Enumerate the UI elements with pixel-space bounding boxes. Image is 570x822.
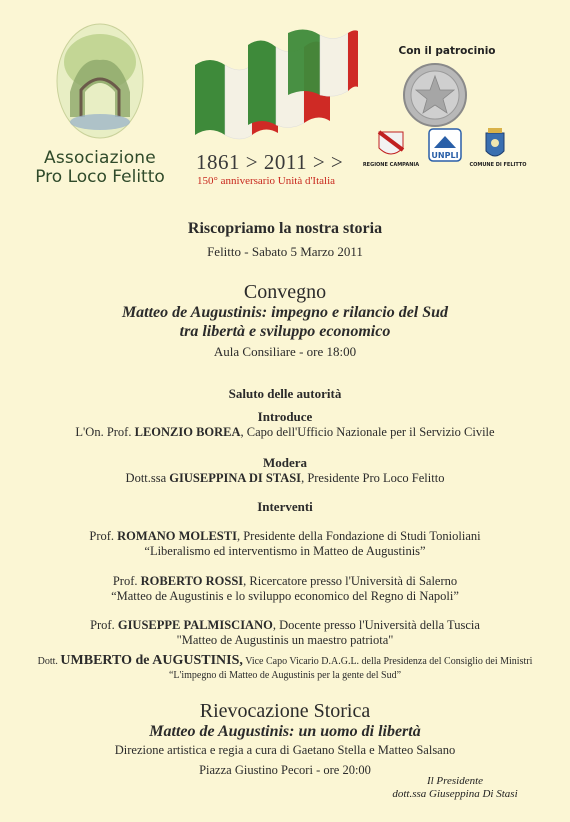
association-name-line2: Pro Loco Felitto — [35, 167, 165, 187]
moderate-name: GIUSEPPINA DI STASI — [169, 471, 302, 485]
speaker-prefix: Prof. — [90, 618, 115, 632]
rievocazione-title: Matteo de Augustinis: un uomo di libertà — [149, 723, 421, 740]
speaker-role: , Presidente della Fondazione di Studi Tonioliani — [236, 529, 481, 543]
speaker-line — [0, 529, 570, 544]
unpli-logo-icon — [428, 128, 462, 162]
speaker-line — [0, 574, 570, 589]
speaker-talk: "Matteo de Augustinis un maestro patriota" — [176, 633, 394, 647]
convegno-title-line2: tra libertà e sviluppo economico — [179, 323, 391, 340]
speaker-line — [0, 618, 570, 633]
event-headline: Riscopriamo la nostra storia — [187, 220, 383, 237]
unpli-label: UNPLI — [431, 151, 459, 160]
speaker-name: ROBERTO ROSSI — [140, 574, 244, 588]
moderate-role: , Presidente Pro Loco Felitto — [301, 471, 445, 485]
introduce-role: , Capo dell'Ufficio Nazionale per il Servizio Civile — [240, 425, 495, 439]
comune-felitto-label: COMUNE DI FELITTO — [469, 162, 527, 168]
speaker-name: UMBERTO de AUGUSTINIS, — [60, 653, 243, 668]
rievocazione-direction: Direzione artistica e regia a cura di Gaetano Stella e Matteo Salsano — [114, 743, 456, 757]
signature-name: dott.ssa Giuseppina Di Stasi — [392, 788, 518, 800]
speaker-name: ROMANO MOLESTI — [117, 529, 237, 543]
talks-heading: Interventi — [257, 499, 313, 514]
speaker-prefix: Dott. — [37, 656, 58, 667]
convegno-heading: Convegno — [243, 281, 327, 303]
greetings-heading: Saluto delle autorità — [228, 386, 342, 401]
comune-felitto-crest-icon — [484, 127, 506, 161]
years-1861-2011: 1861 > 2011 > > — [196, 150, 344, 174]
introduce-line — [0, 425, 570, 440]
president-signature — [360, 775, 550, 801]
speaker-prefix: Prof. — [112, 574, 138, 588]
speaker-talk: “Matteo de Augustinis e lo sviluppo economico del Regno di Napoli” — [111, 589, 459, 603]
speaker-prefix: Prof. — [89, 529, 115, 543]
speaker-role: , Ricercatore presso l'Università di Salerno — [243, 574, 458, 588]
moderate-heading: Modera — [262, 455, 308, 470]
speaker-name: GIUSEPPE PALMISCIANO — [117, 618, 273, 632]
speaker-talk: “Liberalismo ed interventismo in Matteo de Augustinis” — [144, 544, 426, 558]
introduce-heading: Introduce — [257, 409, 313, 424]
regione-campania-label: REGIONE CAMPANIA — [362, 162, 420, 168]
speaker-role: Vice Capo Vicario D.A.G.L. della Presidenza del Consiglio dei Ministri — [242, 656, 533, 667]
republic-seal-icon — [402, 62, 468, 128]
moderate-prefix: Dott.ssa — [125, 471, 167, 485]
introduce-name: LEONZIO BOREA — [134, 425, 241, 439]
italian-flag-icon — [190, 25, 360, 140]
speaker-line — [0, 653, 570, 669]
speaker-role: , Docente presso l'Università della Tuscia — [272, 618, 480, 632]
pro-loco-logo-icon — [55, 22, 145, 140]
signature-title: Il Presidente — [426, 775, 484, 787]
rievocazione-heading: Rievocazione Storica — [199, 700, 371, 722]
anniversary-caption: 150° anniversario Unità d'Italia — [197, 175, 336, 187]
association-name-line1: Associazione — [44, 148, 156, 168]
event-date-place: Felitto - Sabato 5 Marzo 2011 — [207, 244, 363, 259]
speaker-talk: “L'impegno di Matteo de Augustinis per la gente del Sud” — [168, 670, 402, 681]
moderate-line — [0, 471, 570, 486]
rievocazione-venue: Piazza Giustino Pecori - ore 20:00 — [199, 763, 371, 777]
regione-campania-crest-icon — [377, 130, 405, 160]
patronage-label: Con il patrocinio — [398, 45, 496, 57]
convegno-venue: Aula Consiliare - ore 18:00 — [213, 344, 357, 359]
introduce-prefix: L'On. Prof. — [75, 425, 132, 439]
convegno-title-line1: Matteo de Augustinis: impegno e rilancio del Sud — [121, 304, 449, 321]
